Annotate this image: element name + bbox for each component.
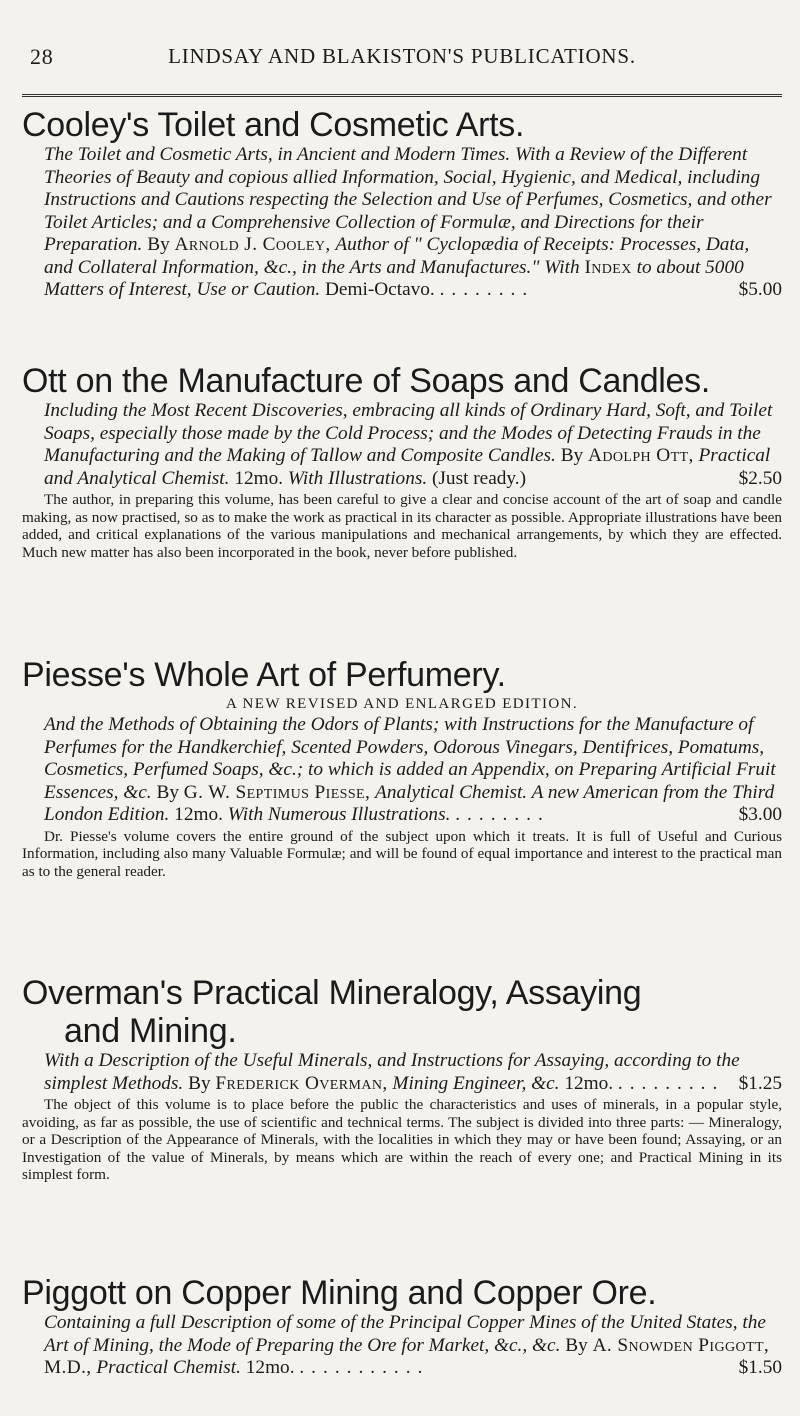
entry-overman bbox=[22, 974, 782, 1184]
entry-notes: The object of this volume is to place before the public the characteristics and uses of minerals, in a popular style, avoiding, as far as possible, the use of scientific and technical terms. The subject is divided into three parts: — Mineralogy, or a Description of the Appearance of Minerals, with the localities in which they may or have been found; Assaying, or an Investigation of the value of Minerals, by means which are within the reach of every one; and Practical Mining in its simplest form. bbox=[22, 1096, 782, 1184]
format: Demi-Octavo. bbox=[325, 279, 435, 300]
entry-cooley bbox=[22, 106, 782, 302]
price: $2.50 bbox=[738, 467, 782, 489]
price: $3.00 bbox=[738, 804, 782, 825]
entry-title-line-1: Overman's Practical Mineralogy, Assaying bbox=[22, 973, 642, 1013]
entry-summary: And the Methods of Obtaining the Odors of Plants; with Instructions for the Manufacture of Perfumes for the Handkerchief, Scented Powders, Odorous Vinegars, Dentifrices, Pomatums, Cosmetics, Perfumed Soaps, &c.; to which is added an Appendix, on Preparing Artificial Fruit Essences, &c. bbox=[44, 714, 776, 803]
entry-summary: With a Description of the Useful Minerals, and Instructions for Assaying, according to the simplest Methods. bbox=[44, 1050, 740, 1094]
author-prefix: By bbox=[147, 234, 170, 255]
author-name: Arnold J. Cooley, bbox=[174, 234, 331, 255]
format: 12mo. bbox=[245, 1357, 295, 1378]
author-prefix: By bbox=[560, 445, 584, 466]
format: 12mo. bbox=[234, 467, 284, 489]
index-note: to about 5000 Matters of Interest, Use or Caution. bbox=[44, 256, 744, 300]
entry-title: Piggott on Copper Mining and Copper Ore. bbox=[22, 1273, 657, 1313]
author-prefix: By bbox=[565, 1334, 588, 1356]
author-note: Author of " Cyclopædia of Receipts: Processes, Data, and Collateral Information, &c., in the Arts and Manufactures." With bbox=[44, 234, 750, 278]
catalog-page bbox=[22, 0, 782, 1378]
edition-note: A NEW REVISED AND ENLARGED EDITION. bbox=[225, 696, 579, 712]
entry-description: Containing a full Description of some of the Principal Copper Mines of the United States, the Art of Mining, the Mode of Preparing the Ore for Market, &c., &c. By A. Snowden Piggott, M.D., Practical Chemist. 12mo. ........... $1.50 bbox=[44, 1312, 782, 1378]
page-number: 28 bbox=[30, 44, 54, 69]
price: $5.00 bbox=[738, 279, 782, 300]
author-note: Analytical Chemist. A new American from the Third London Edition. bbox=[44, 781, 775, 825]
price: $1.25 bbox=[738, 1072, 782, 1094]
illustrations-note: With Numerous Illustrations. bbox=[227, 804, 451, 825]
author-name: Adolph Ott, bbox=[588, 445, 694, 466]
entry-summary: The Toilet and Cosmetic Arts, in Ancient and Modern Times. With a Review of the Different Theories of Beauty and copious allied Information, Social, Hygienic, and Medical, including Instructions and Cautions respecting the Selection and Use of Perfumes, Cosmetics, and other Toilet Articles; and a Comprehensive Collection of Formulæ, and Directions for their Preparation. bbox=[44, 144, 772, 255]
entry-ott bbox=[22, 362, 782, 561]
entry-description: And the Methods of Obtaining the Odors of Plants; with Instructions for the Manufacture of Perfumes for the Handkerchief, Scented Powders, Odorous Vinegars, Dentifrices, Pomatums, Cosmetics, Perfumed Soaps, &c.; to which is added an Appendix, on Preparing Artificial Fruit Essences, &c. By G. W. Septimus Piesse, Analytical Chemist. A new American from the Third London Edition. 12mo. With Numerous Illustrations. ........ $3.00 bbox=[44, 714, 782, 825]
entry-notes: Dr. Piesse's volume covers the entire ground of the subject upon which it treats. It is full of Useful and Curious Information, including also many Valuable Formulæ; and will be found of equal importance and interest to the practical man as to the general reader. bbox=[22, 827, 782, 880]
price: $1.50 bbox=[738, 1357, 782, 1378]
format: 12mo. bbox=[564, 1072, 614, 1094]
author-name: G. W. Septimus Piesse, bbox=[183, 781, 371, 803]
author-name: Frederick Overman, bbox=[215, 1072, 388, 1094]
entry-summary: Including the Most Recent Discoveries, embracing all kinds of Ordinary Hard, Soft, and Toilet Soaps, especially those made by the Cold Process; and the Modes of Detecting Frauds in the Manufacturing and the Making of Tallow and Composite Candles. bbox=[44, 400, 773, 466]
illustrations-note: With Illustrations. bbox=[287, 467, 428, 489]
header-rule bbox=[22, 94, 782, 97]
entry-piggott bbox=[22, 1274, 782, 1380]
status-note: (Just ready.) bbox=[432, 467, 527, 489]
entry-title-line-2: and Mining. bbox=[64, 1011, 237, 1051]
entry-title: Ott on the Manufacture of Soaps and Candles. bbox=[22, 361, 711, 401]
entry-notes: The author, in preparing this volume, has been careful to give a clear and concise account of the art of soap and candle making, as now practised, so as to make the work as practical in its character as possible. Appropriate illustrations have been added, and critical explanations of the various manipulations and mechanical arrangements, by which they are effected. Much new matter has also been incorporated in the book, never before published. bbox=[22, 491, 782, 561]
entry-piesse bbox=[22, 656, 782, 880]
author-prefix: By bbox=[156, 781, 179, 803]
entry-summary: Containing a full Description of some of the Principal Copper Mines of the United States, the Art of Mining, the Mode of Preparing the Ore for Market, &c., &c. bbox=[44, 1312, 766, 1356]
entry-description: With a Description of the Useful Minerals, and Instructions for Assaying, according to the simplest Methods. By Frederick Overman, Mining Engineer, &c. 12mo. ......... $1.25 bbox=[44, 1050, 782, 1094]
author-note: Practical and Analytical Chemist. bbox=[44, 445, 771, 489]
author-prefix: By bbox=[188, 1072, 211, 1094]
index-word: Index bbox=[584, 256, 632, 278]
author-name: A. Snowden Piggott, M.D., bbox=[44, 1334, 770, 1378]
entry-description bbox=[22, 400, 782, 490]
author-note: Practical Chemist. bbox=[96, 1357, 241, 1378]
running-head bbox=[22, 0, 782, 69]
entry-description: The Toilet and Cosmetic Arts, in Ancient and Modern Times. With a Review of the Different Theories of Beauty and copious allied Information, Social, Hygienic, and Medical, including Instructions and Cautions respecting the Selection and Use of Perfumes, Cosmetics, and other Toilet Articles; and a Comprehensive Collection of Formulæ, and Directions for their Preparation. By Arnold J. Cooley, Author of " Cyclopædia of Receipts: Processes, Data, and Collateral Information, &c., in the Arts and Manufactures." With Index to about 5000 Matters of Interest, Use or Caution. Demi-Octavo. ........ $5.00 bbox=[44, 144, 782, 300]
entry-title: Piesse's Whole Art of Perfumery. bbox=[22, 655, 506, 695]
entry-title: Cooley's Toilet and Cosmetic Arts. bbox=[22, 105, 525, 145]
format: 12mo. bbox=[174, 804, 223, 825]
running-head-title: LINDSAY AND BLAKISTON'S PUBLICATIONS. bbox=[168, 44, 636, 68]
author-note: Mining Engineer, &c. bbox=[392, 1072, 560, 1094]
